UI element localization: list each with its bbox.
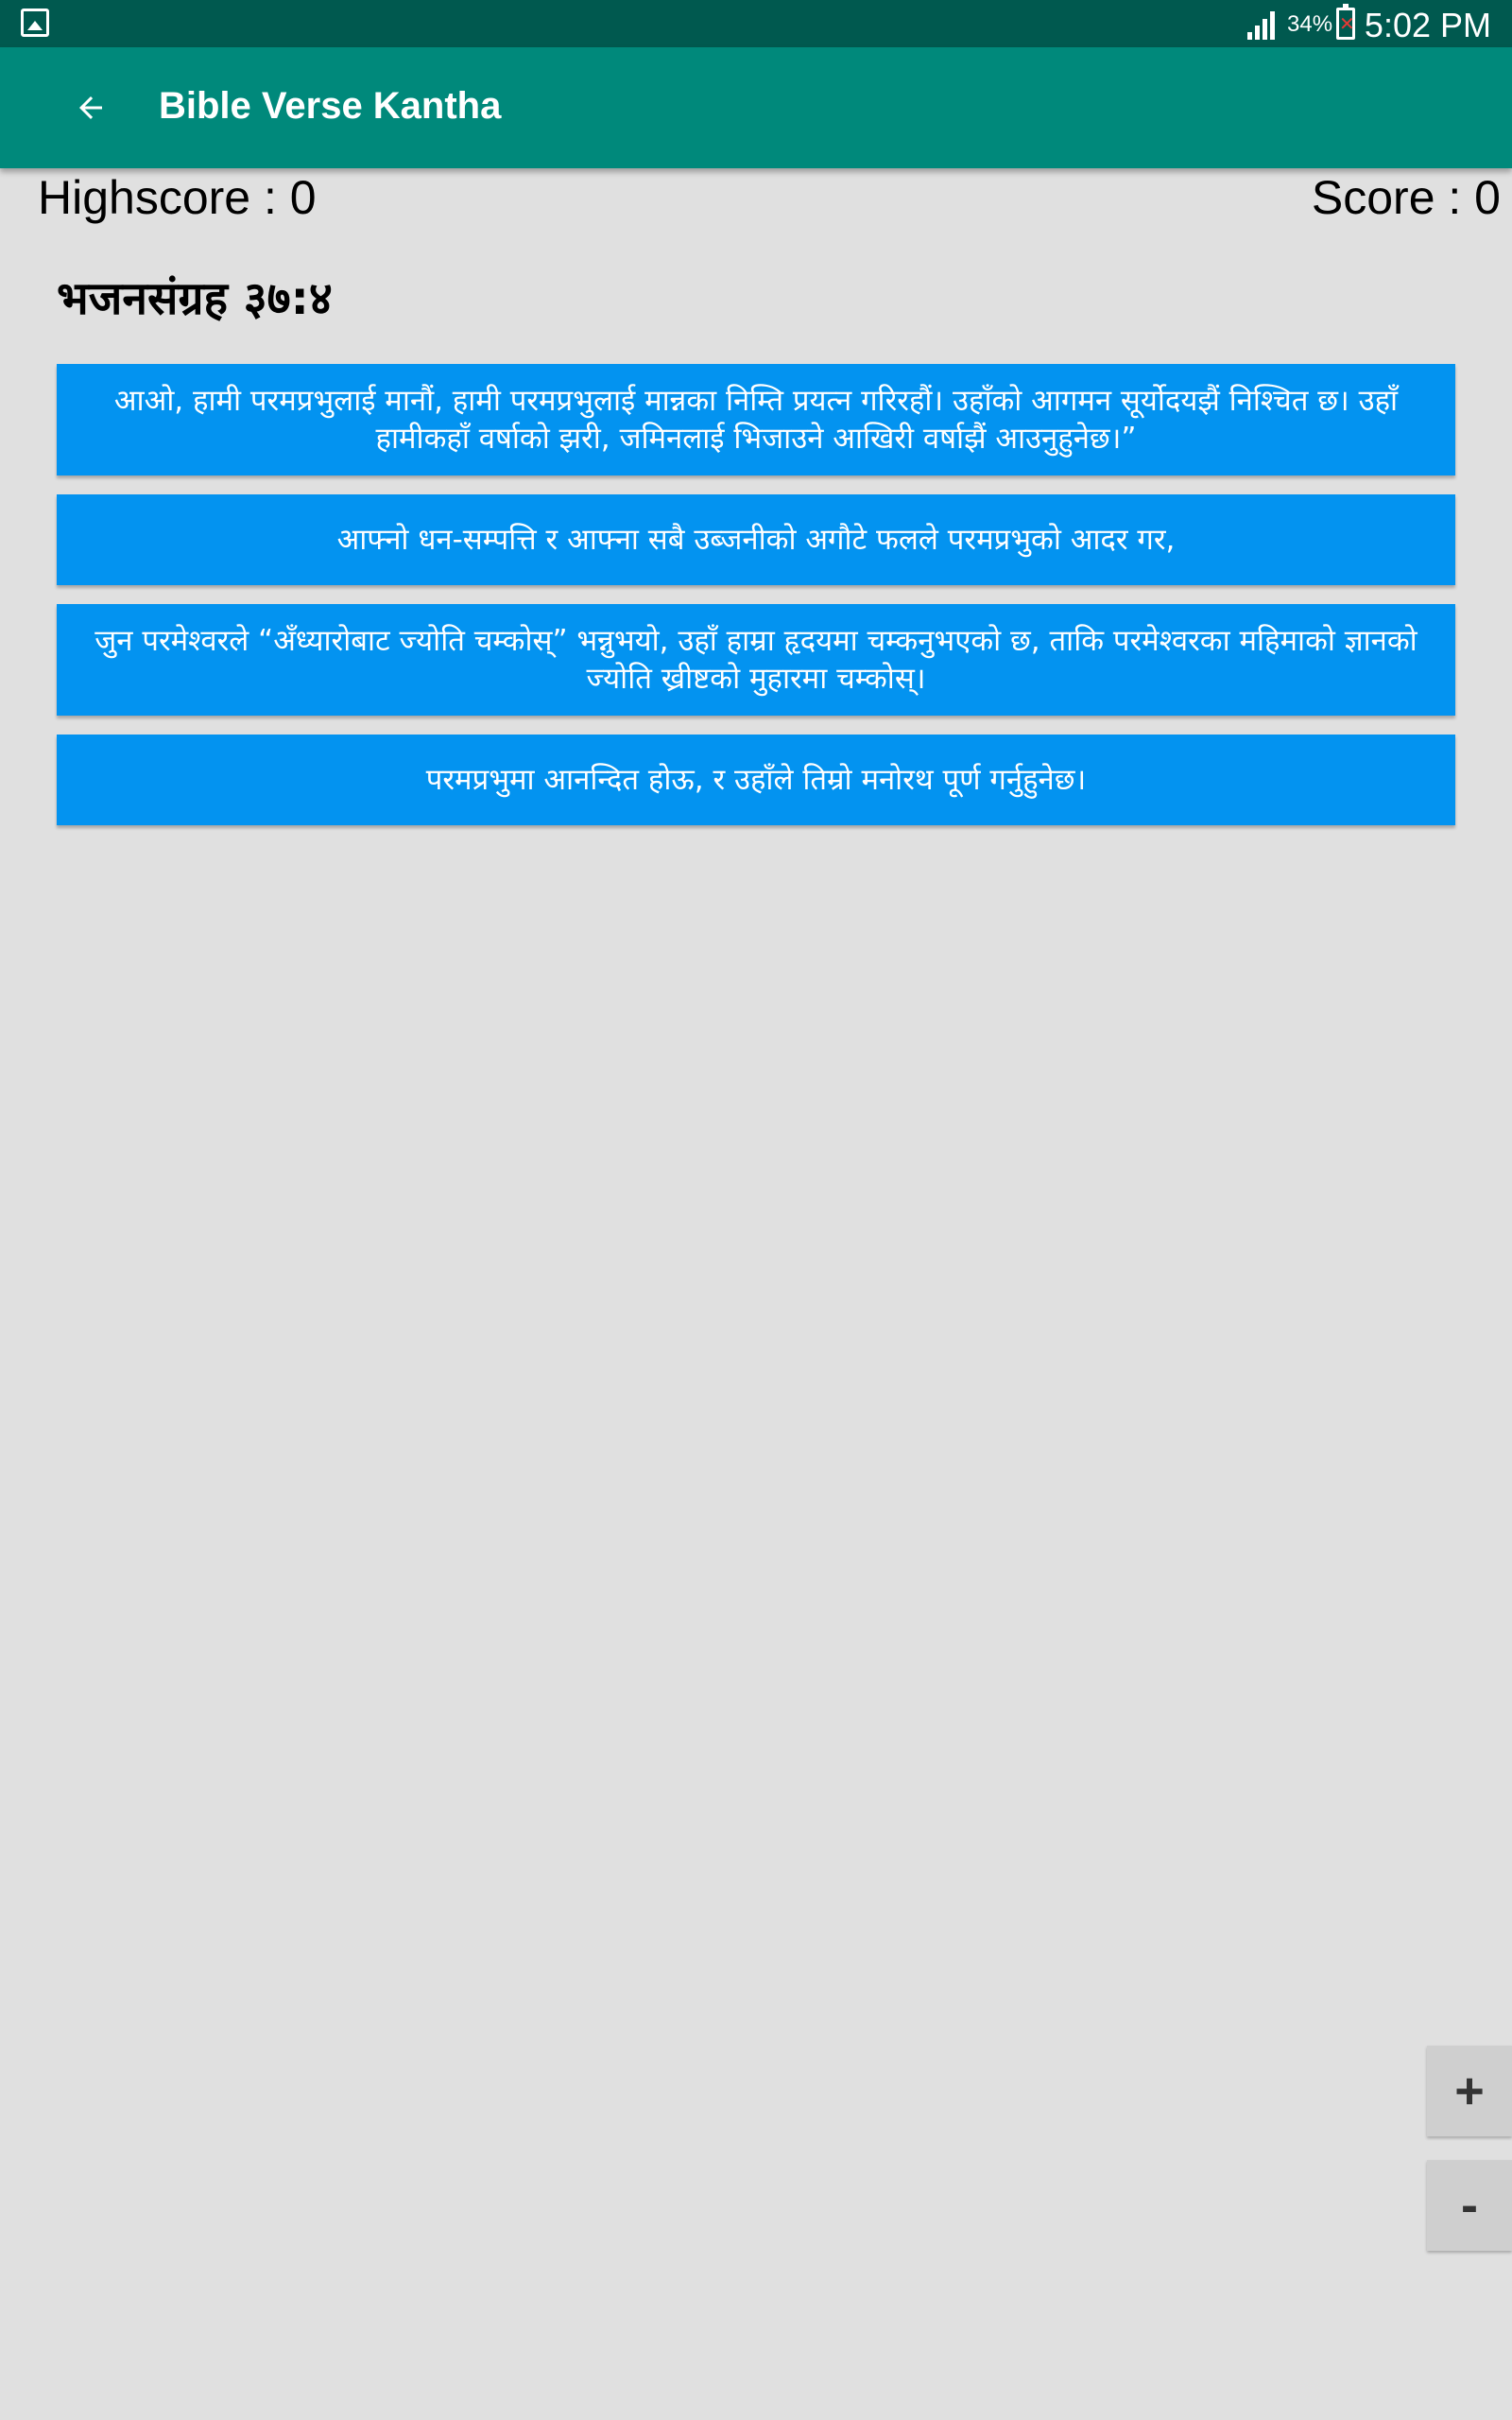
verse-reference: भजनसंग्रह ३७:४ [57, 272, 333, 325]
status-time: 5:02 PM [1364, 6, 1491, 44]
score-label: Score : 0 [1311, 171, 1501, 224]
arrow-left-icon [74, 91, 108, 125]
status-bar [0, 0, 1512, 47]
answer-option-4[interactable]: परमप्रभुमा आनन्दित होऊ, र उहाँले तिम्रो मनोरथ पूर्ण गर्नुहुनेछ। [57, 735, 1455, 825]
back-button[interactable] [53, 70, 129, 146]
app-title: Bible Verse Kantha [159, 85, 502, 127]
highscore-label: Highscore : 0 [38, 171, 317, 224]
answer-option-2[interactable]: आफ्नो धन-सम्पत्ति र आफ्ना सबै उब्जनीको अगौटे फलले परमप्रभुको आदर गर, [57, 494, 1455, 585]
answer-option-1[interactable]: आओ, हामी परमप्रभुलाई मानौं, हामी परमप्रभुलाई मान्नका निम्ति प्रयत्न गरिरहौं। उहाँको आगमन सूर्योदयझैं निश्चित छ। उहाँ हामीकहाँ वर्षाको झरी, जमिनलाई भिजाउने आखिरी वर्षाझैं आउनुहुनेछ।” [57, 364, 1455, 475]
answer-options [57, 364, 1455, 844]
gallery-icon [21, 9, 49, 37]
app-bar [0, 47, 1512, 168]
answer-option-3[interactable]: जुन परमेश्वरले “अँध्यारोबाट ज्योति चम्कोस्” भन्नुभयो, उहाँ हाम्रा हृदयमा चम्कनुभएको छ, ताकि परमेश्वरका महिमाको ज्ञानको ज्योति ख्रीष्टको मुहारमा चम्कोस्। [57, 604, 1455, 716]
battery-alert-icon [1336, 8, 1355, 40]
signal-icon [1246, 8, 1280, 40]
zoom-in-button[interactable]: + [1427, 2046, 1512, 2136]
score-row [38, 170, 1501, 236]
zoom-out-button[interactable]: - [1427, 2160, 1512, 2251]
battery-percentage: 34% [1287, 11, 1333, 37]
